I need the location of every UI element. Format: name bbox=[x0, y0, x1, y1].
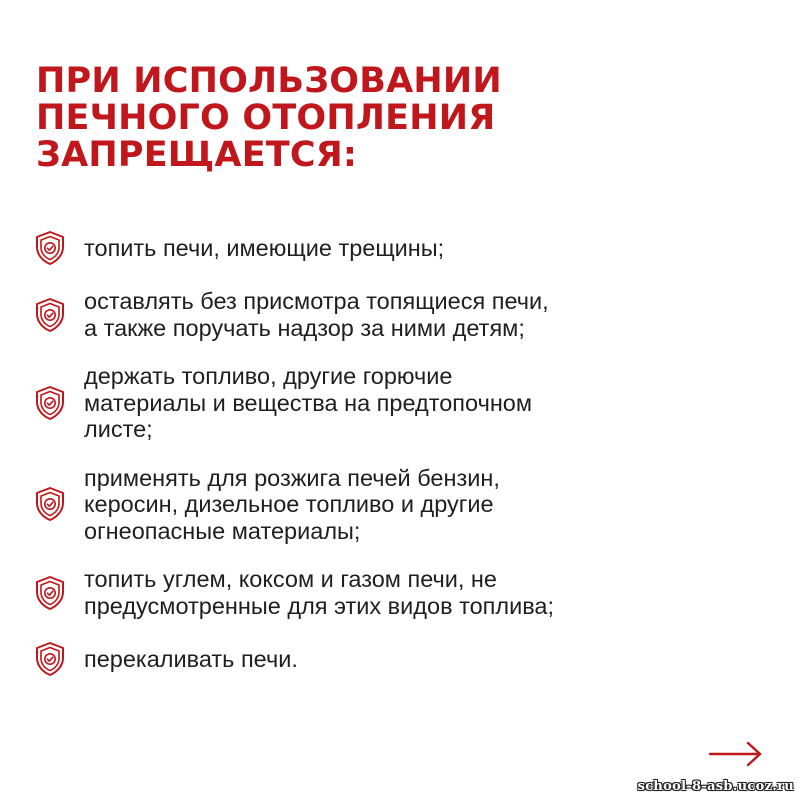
watermark: school-8-asb.ucoz.ru bbox=[637, 779, 794, 794]
prohibitions-list bbox=[34, 230, 754, 699]
arrow-right-icon[interactable] bbox=[708, 740, 764, 768]
shield-check-icon bbox=[34, 641, 66, 677]
title-line-1: ПРИ ИСПОЛЬЗОВАНИИ bbox=[36, 61, 502, 101]
shield-check-icon bbox=[34, 385, 66, 421]
rule-text: держать топливо, другие горючие материалы и вещества на предтопочном листе; bbox=[84, 363, 533, 442]
rule-text: применять для розжига печей бензин, керосин, дизельное топливо и другие огнеопасные материалы; bbox=[84, 464, 500, 544]
page-title bbox=[36, 63, 756, 174]
title-line-2: ПЕЧНОГО ОТОПЛЕНИЯ bbox=[36, 98, 496, 138]
title-line-3: ЗАПРЕЩАЕТСЯ: bbox=[36, 135, 358, 175]
shield-check-icon bbox=[34, 486, 66, 522]
list-item bbox=[34, 230, 754, 266]
rule-text: топить углем, коксом и газом печи, не предусмотренные для этих видов топлива; bbox=[84, 566, 555, 619]
shield-check-icon bbox=[34, 575, 66, 611]
list-item bbox=[34, 288, 754, 341]
list-item bbox=[34, 363, 754, 443]
list-item bbox=[34, 465, 754, 545]
rule-text: топить печи, имеющие трещины; bbox=[84, 234, 445, 261]
list-item bbox=[34, 641, 754, 677]
shield-check-icon bbox=[34, 230, 66, 266]
rule-text: оставлять без присмотра топящиеся печи, а также поручать надзор за ними детям; bbox=[84, 288, 549, 341]
rule-text: перекаливать печи. bbox=[84, 645, 298, 672]
list-item bbox=[34, 566, 754, 619]
shield-check-icon bbox=[34, 297, 66, 333]
